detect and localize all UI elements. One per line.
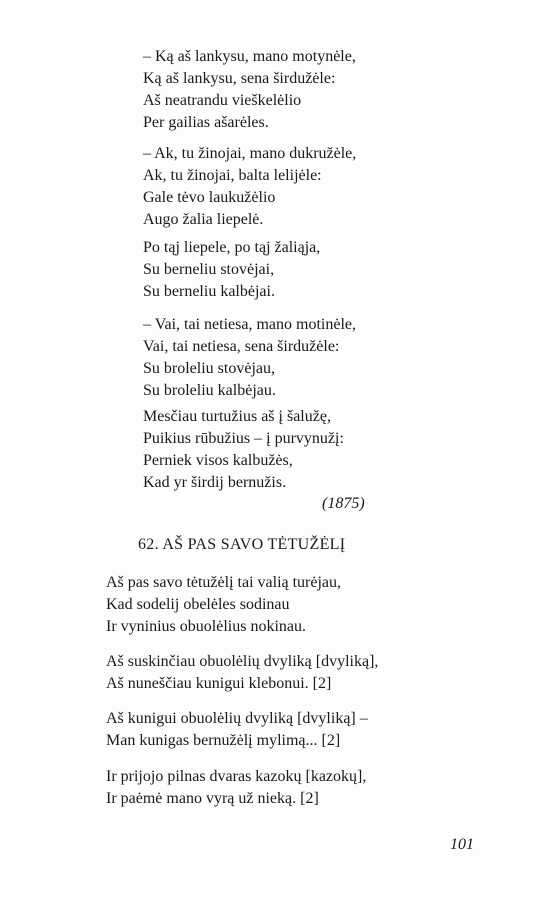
verse-line: Su broleliu kalbėjau. (143, 382, 276, 399)
verse-line: Ir prijojo pilnas dvaras kazokų [kazokų], (106, 768, 367, 785)
stanza-2 (0, 143, 560, 231)
verse-line: Kad sodelij obelėles sodinau (106, 596, 290, 613)
verse-line: Su broleliu stovėjau, (143, 360, 275, 377)
verse-line: Po tąj liepele, po tąj žaliąja, (143, 239, 321, 256)
verse-line: Perniek visos kalbužės, (143, 452, 293, 469)
verse-line: Vai, tai netiesa, sena širdužėle: (143, 338, 340, 355)
stanza-62-2 (0, 651, 560, 695)
verse-line: – Ką aš lankysu, mano motynėle, (143, 48, 356, 65)
poem-date: (1875) (322, 495, 365, 512)
verse-line: Su berneliu kalbėjai. (143, 283, 275, 300)
verse-line: Per gailias ašarėles. (143, 114, 269, 131)
verse-line: Ką aš lankysu, sena širdužėle: (143, 70, 336, 87)
verse-line: Ir paėmė mano vyrą už nieką. [2] (106, 790, 319, 807)
verse-line: Augo žalia liepelė. (143, 211, 264, 228)
verse-line: – Ak, tu žinojai, mano dukružėle, (143, 145, 357, 162)
poem-heading: 62. AŠ PAS SAVO TĖTUŽĖLĮ (138, 536, 346, 553)
verse-line: Su berneliu stovėjai, (143, 261, 275, 278)
stanza-3 (0, 237, 560, 303)
stanza-4 (0, 314, 560, 402)
stanza-5 (0, 406, 560, 494)
verse-line: – Vai, tai netiesa, mano motinėle, (143, 316, 356, 333)
verse-line: Puikius rūbužius – į purvynužį: (143, 430, 344, 447)
verse-line: Ak, tu žinojai, balta lelijėle: (143, 167, 322, 184)
verse-line: Aš neatrandu vieškelėlio (143, 92, 302, 109)
stanza-62-1 (0, 572, 560, 638)
verse-line: Aš pas savo tėtužėlį tai valią turėjau, (106, 574, 342, 591)
verse-line: Aš nuneščiau kunigui klebonui. [2] (106, 675, 332, 692)
verse-line: Gale tėvo laukužėlio (143, 189, 276, 206)
page-number: 101 (450, 836, 474, 853)
stanza-1 (0, 46, 560, 134)
verse-line: Aš suskinčiau obuolėlių dvyliką [dvyliką], (106, 653, 379, 670)
verse-line: Aš kunigui obuolėlių dvyliką [dvyliką] – (106, 710, 368, 727)
stanza-62-4 (0, 766, 560, 810)
stanza-62-3 (0, 708, 560, 752)
verse-line: Man kunigas bernužėlį mylimą... [2] (106, 732, 341, 749)
verse-line: Mesčiau turtužius aš į šalužę, (143, 408, 331, 425)
verse-line: Ir vyninius obuolėlius nokinau. (106, 618, 306, 635)
verse-line: Kad yr širdij bernužis. (143, 474, 287, 491)
